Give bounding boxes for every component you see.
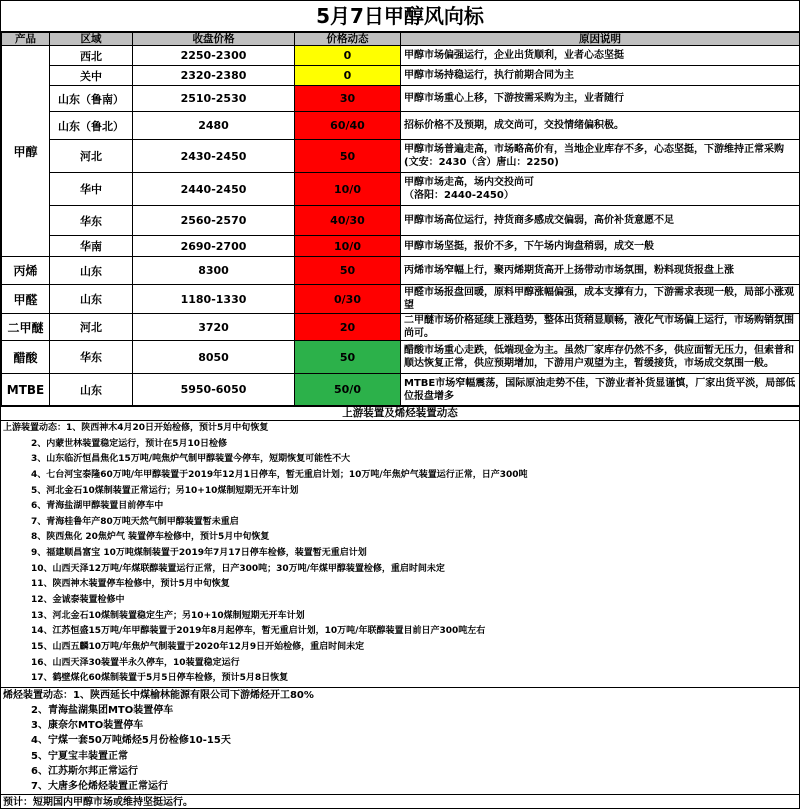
reason-line: 二甲醚市场价格延续上涨趋势，整体出货稍显顺畅，液化气市场偏上运行，市场购销氛围尚可。 (404, 315, 794, 339)
olefin-item: 6、江苏斯尔邦正常运行 (31, 765, 138, 777)
product-name: 丙烯 (2, 257, 50, 285)
price-cell: 2690-2700 (133, 236, 295, 257)
product-name: 二甲醚 (2, 314, 50, 341)
upstream-item: 7、青海桂鲁年产80万吨天然气制甲醇装置暂未重启 (31, 516, 239, 527)
table-header-row (2, 33, 800, 46)
region-cell: 华东 (50, 341, 133, 374)
product-name: 甲醛 (2, 285, 50, 314)
table-row (2, 86, 800, 112)
reason-line: (文安：2430（含）唐山：2250) (404, 157, 559, 168)
olefin-item: 4、宁煤一套50万吨烯烃5月份检修10-15天 (31, 735, 231, 747)
reason-line: 招标价格不及预期，成交尚可，交投情绪偏积极。 (404, 120, 624, 131)
header-close-price: 收盘价格 (133, 33, 295, 46)
reason-cell (401, 341, 800, 374)
report-title: 5月7日甲醇风向标 (1, 1, 799, 32)
reason-cell (401, 46, 800, 66)
change-cell: 50 (295, 257, 401, 285)
olefin-item: 3、康奈尔MTO装置停车 (31, 720, 144, 732)
region-cell: 西北 (50, 46, 133, 66)
header-price-change: 价格动态 (295, 33, 401, 46)
reason-cell (401, 236, 800, 257)
reason-line: 甲醛市场报盘回暖，原料甲醇涨幅偏强，成本支撑有力，下游需求表现一般，局部小涨观望 (404, 287, 794, 311)
reason-line: （洛阳：2440-2450） (404, 190, 514, 201)
change-cell: 50 (295, 140, 401, 173)
header-product: 产品 (2, 33, 50, 46)
olefin-list (1, 687, 799, 794)
table-row (2, 341, 800, 374)
reason-line: 甲醇市场重心上移，下游按需采购为主，业者随行 (404, 93, 624, 104)
change-cell: 0 (295, 66, 401, 86)
price-table (1, 32, 800, 406)
reason-line: 醋酸市场重心走跌，低端现金为主。虽然厂家库存仍然不多，供应面暂无压力，但索普和顺达恢复正常，供应预期增加，下游用户观望为主，暂缓接货，市场成交氛围一般。 (404, 345, 794, 369)
price-cell: 8300 (133, 257, 295, 285)
reason-cell (401, 112, 800, 140)
product-name: MTBE (2, 374, 50, 406)
reason-cell (401, 285, 800, 314)
upstream-item: 8、陕西焦化 20焦炉气 装置停车检修中，预计5月中旬恢复 (31, 532, 270, 543)
reason-line: 甲醇市场坚挺，报价不多，下午场内询盘稍弱，成交一般 (404, 240, 654, 252)
header-region: 区域 (50, 33, 133, 46)
table-row (2, 257, 800, 285)
section-title: 上游装置及烯烃装置动态 (1, 406, 799, 421)
table-row (2, 206, 800, 236)
reason-line: 甲醇市场高位运行，持货商多感成交偏弱，高价补货意愿不足 (404, 215, 674, 226)
upstream-item: 6、青海盐湖甲醇装置目前停车中 (31, 501, 164, 512)
region-cell: 华东 (50, 206, 133, 236)
upstream-list (1, 421, 799, 687)
olefin-item: 烯烃装置动态：1、陕西延长中煤榆林能源有限公司下游烯烃开工80% (3, 689, 314, 701)
table-row (2, 112, 800, 140)
upstream-item: 3、山东临沂恒昌焦化15万吨/吨焦炉气制甲醇装置今停车，短期恢复可能性不大 (31, 454, 351, 465)
change-cell: 30 (295, 86, 401, 112)
table-row (2, 374, 800, 406)
table-row (2, 285, 800, 314)
upstream-item: 4、七台河宝泰隆60万吨/年甲醇装置于2019年12月1日停车，暂无重启计划；10万吨/年焦炉气装置运行正常，日产300吨 (31, 469, 528, 480)
upstream-item: 13、河北金石10煤制装置稳定生产；另10+10煤制短期无开车计划 (31, 610, 305, 621)
reason-cell (401, 86, 800, 112)
change-cell: 50 (295, 341, 401, 374)
reason-cell (401, 374, 800, 406)
change-cell: 50/0 (295, 374, 401, 406)
price-cell: 2440-2450 (133, 173, 295, 206)
region-cell: 山东 (50, 374, 133, 406)
price-cell: 5950-6050 (133, 374, 295, 406)
region-cell: 河北 (50, 314, 133, 341)
change-cell: 0 (295, 46, 401, 66)
price-table-body (2, 33, 800, 406)
price-cell: 2510-2530 (133, 86, 295, 112)
product-name: 醋酸 (2, 341, 50, 374)
reason-cell (401, 140, 800, 173)
upstream-item: 2、内蒙世林装置稳定运行，预计在5月10日检修 (31, 438, 228, 449)
table-row (2, 173, 800, 206)
upstream-item: 15、山西五麟10万吨/年焦炉气制装置于2020年12月9日开始检修，重启时间未定 (31, 641, 365, 652)
table-row (2, 140, 800, 173)
region-cell: 关中 (50, 66, 133, 86)
table-row (2, 66, 800, 86)
region-cell: 山东（鲁南） (50, 86, 133, 112)
price-cell: 2320-2380 (133, 66, 295, 86)
upstream-item: 5、河北金石10煤制装置正常运行；另10+10煤制短期无开车计划 (31, 485, 299, 496)
product-name: 甲醇 (2, 46, 50, 257)
reason-cell (401, 66, 800, 86)
upstream-item: 12、金诚泰装置检修中 (31, 595, 125, 606)
region-cell: 山东（鲁北） (50, 112, 133, 140)
region-cell: 华南 (50, 236, 133, 257)
upstream-item: 14、江苏恒盛15万吨/年甲醇装置于2019年8月起停车，暂无重启计划，10万吨/年联醇装置目前日产300吨左右 (31, 626, 486, 637)
price-cell: 2250-2300 (133, 46, 295, 66)
forecast-text: 预计：短期国内甲醇市场或维持坚挺运行。 (1, 794, 799, 810)
price-cell: 1180-1330 (133, 285, 295, 314)
region-cell: 河北 (50, 140, 133, 173)
upstream-item: 10、山西天泽12万吨/年煤联醇装置运行正常，日产300吨；30万吨/年煤甲醇装置检修，重启时间未定 (31, 563, 445, 574)
change-cell: 60/40 (295, 112, 401, 140)
reason-cell (401, 173, 800, 206)
region-cell: 山东 (50, 257, 133, 285)
olefin-item: 7、大唐多伦烯烃装置正常运行 (31, 781, 168, 793)
olefin-item: 5、宁夏宝丰装置正常 (31, 750, 128, 762)
reason-line: 丙烯市场窄幅上行，聚丙烯期货高开上扬带动市场氛围，粉料现货报盘上涨 (404, 265, 734, 276)
olefin-item: 2、青海盐湖集团MTO装置停车 (31, 705, 174, 717)
table-row (2, 314, 800, 341)
price-cell: 2560-2570 (133, 206, 295, 236)
price-cell: 2480 (133, 112, 295, 140)
reason-line: 甲醇市场走高，场内交投尚可 (404, 177, 534, 188)
price-cell: 3720 (133, 314, 295, 341)
reason-line: 甲醇市场普遍走高，市场略高价有，当地企业库存不多，心态坚挺，下游维持正常采购 (404, 144, 784, 155)
header-reason: 原因说明 (401, 33, 800, 46)
reason-cell (401, 257, 800, 285)
change-cell: 40/30 (295, 206, 401, 236)
reason-line: 甲醇市场偏强运行，企业出货顺利，业者心态坚挺 (404, 50, 624, 61)
table-row (2, 46, 800, 66)
table-row (2, 236, 800, 257)
change-cell: 0/30 (295, 285, 401, 314)
region-cell: 华中 (50, 173, 133, 206)
reason-line: 甲醇市场持稳运行，执行前期合同为主 (404, 70, 574, 81)
change-cell: 10/0 (295, 173, 401, 206)
change-cell: 10/0 (295, 236, 401, 257)
price-cell: 8050 (133, 341, 295, 374)
upstream-item: 上游装置动态：1、陕西神木4月20日开始检修，预计5月中旬恢复 (3, 423, 269, 433)
upstream-item: 9、福建顺昌富宝 10万吨煤制装置于2019年7月17日停车检修，装置暂无重启计划 (31, 548, 367, 559)
reason-cell (401, 206, 800, 236)
region-cell: 山东 (50, 285, 133, 314)
upstream-item: 16、山西天泽30装置半永久停车，10装置稳定运行 (31, 657, 240, 668)
upstream-item: 17、鹤壁煤化60煤制装置于5月5日停车检修，预计5月8日恢复 (31, 673, 289, 684)
upstream-item: 11、陕西神木装置停车检修中，预计5月中旬恢复 (31, 579, 230, 590)
reason-cell (401, 314, 800, 341)
reason-line: MTBE市场窄幅震荡，国际原油走势不佳，下游业者补货显谨慎，厂家出货平淡，局部低位报盘增多 (404, 377, 796, 402)
price-cell: 2430-2450 (133, 140, 295, 173)
change-cell: 20 (295, 314, 401, 341)
